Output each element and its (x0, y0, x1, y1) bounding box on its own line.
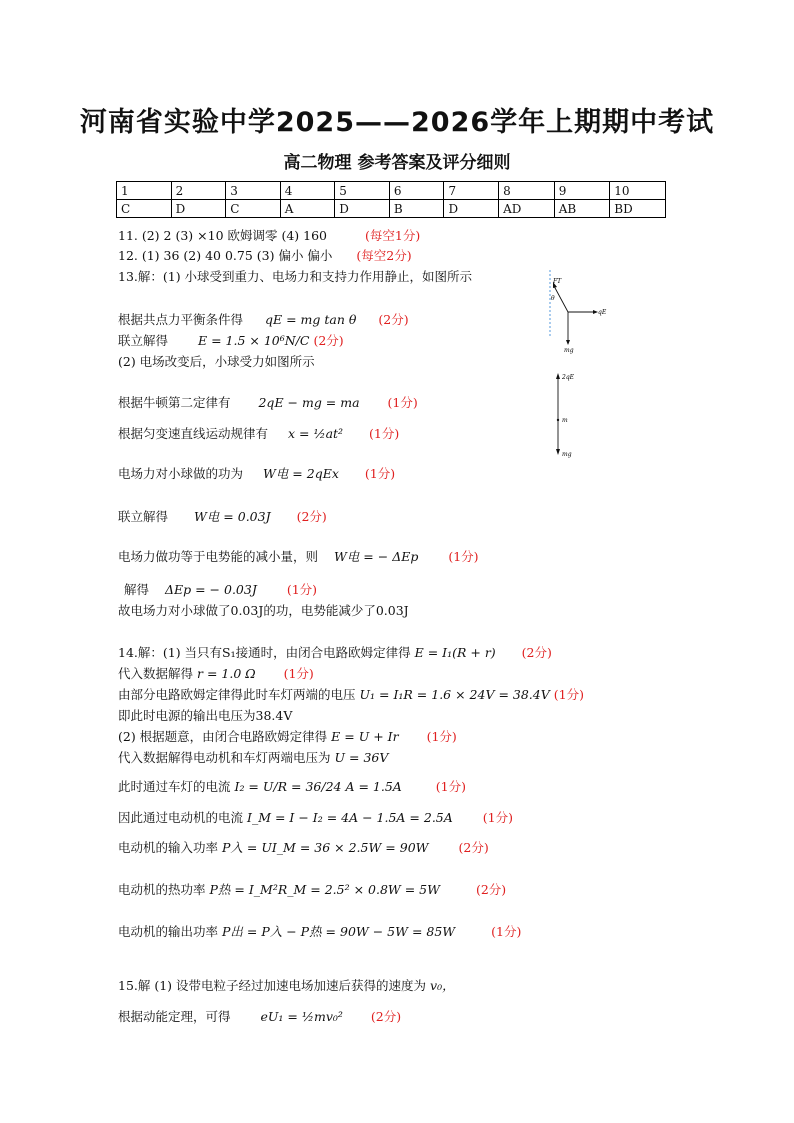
q13-l8-score: (2分) (296, 509, 327, 524)
q14-l5-text: (2) 根据题意，由闭合电路欧姆定律得 (118, 729, 328, 744)
mg-label: mg (564, 347, 574, 354)
answer-table (116, 181, 666, 218)
q13-l9-text: 电场力做功等于电势能的减小量，则 (118, 549, 319, 564)
q14-l6-eq: U = 36V (334, 750, 389, 765)
q13-l6-text: 根据匀变速直线运动规律有 (118, 426, 269, 441)
q13-l10-eq: ΔEp = − 0.03J (164, 582, 257, 597)
q14-l5-eq: E = U + Ir (331, 729, 399, 744)
q14-line-6 (118, 748, 388, 766)
m-label: m (562, 417, 568, 424)
answer-table-number-row (117, 182, 666, 200)
q14-l3-score: (1分) (553, 687, 584, 702)
q13-l2-eq: qE = mg tan θ (264, 312, 357, 327)
q13-line-3 (118, 331, 344, 349)
q13-l7-eq: W电 = 2qEx (262, 466, 339, 481)
q14-l8-text: 因此通过电动机的电流 (118, 810, 244, 825)
downward-arrowhead (556, 449, 560, 455)
q13-l7-score: (1分) (364, 466, 396, 481)
q14-line-7 (118, 777, 466, 795)
force-diagram-2 (548, 370, 598, 462)
answer-cell: B (389, 200, 444, 218)
q14-l11-eq: P出 = P入 − P热 = 90W − 5W = 85W (222, 924, 456, 939)
q13-l7-text: 电场力对小球做的功为 (118, 466, 244, 481)
q14-line-3 (118, 685, 584, 703)
q14-l9-eq: P入 = UI_M = 36 × 2.5W = 90W (222, 840, 429, 855)
q15-line-1 (118, 976, 455, 994)
question-number-cell: 3 (226, 182, 281, 200)
q13-line-2 (118, 310, 409, 328)
q14-line-4: 即此时电源的输出电压为38.4V (118, 708, 293, 723)
page-subtitle: 高二物理 参考答案及评分细则 (283, 153, 511, 173)
q13-l5-eq: 2qE − mg = ma (258, 395, 360, 410)
q14-l1-text: 14.解：(1) 当只有S₁接通时，由闭合电路欧姆定律得 (118, 645, 411, 660)
page-title: 河南省实验中学2025——2026学年上期期中考试 (79, 107, 715, 138)
question-number-cell: 5 (335, 182, 390, 200)
q14-line-9 (118, 838, 489, 856)
answer-cell: BD (610, 200, 666, 218)
gravity-arrowhead (566, 340, 570, 345)
q13-line-4: (2) 电场改变后，小球受力如图所示 (118, 354, 315, 369)
q14-l8-eq: I_M = I − I₂ = 4A − 1.5A = 2.5A (247, 810, 453, 825)
q14-l11-text: 电动机的输出功率 (118, 924, 219, 939)
answer-cell: A (280, 200, 335, 218)
q13-l5-score: (1分) (387, 395, 418, 410)
q14-l2-score: (1分) (283, 666, 314, 681)
q13-line-8 (118, 507, 327, 525)
question-number-cell: 7 (444, 182, 499, 200)
q12-line (118, 246, 412, 264)
q13-l8-eq: W电 = 0.03J (193, 509, 271, 524)
q13-l6-eq: x = ½at² (287, 426, 344, 441)
q14-l3-text: 由部分电路欧姆定律得此时车灯两端的电压 (118, 687, 356, 702)
upward-arrowhead (556, 373, 560, 379)
question-number-cell: 9 (554, 182, 610, 200)
q14-l1-eq: E = I₁(R + r) (414, 645, 496, 660)
answer-cell: C (117, 200, 172, 218)
q13-l3-eq: E = 1.5 × 10⁶N/C (197, 333, 310, 348)
q14-l11-score: (1分) (491, 924, 522, 939)
q14-l5-score: (1分) (426, 729, 457, 744)
q13-l9-eq: W电 = − ΔEp (333, 549, 419, 564)
q13-line-11: 故电场力对小球做了0.03J的功，电势能减少了0.03J (118, 603, 409, 618)
q14-l10-score: (2分) (475, 882, 507, 897)
q13-line-9 (118, 547, 479, 565)
q14-l10-text: 电动机的热功率 (118, 882, 206, 897)
theta-label: θ (551, 295, 555, 302)
answer-cell: AD (499, 200, 555, 218)
q13-l10-text: 解得 (124, 582, 150, 597)
q15-l1-text: 15.解 (1) 设带电粒子经过加速电场加速后获得的速度为 (118, 978, 427, 993)
answer-cell: D (444, 200, 499, 218)
q11-text: 11. (2) 2 (3) ×10 欧姆调零 (4) 160 (118, 228, 328, 243)
qe-label: qE (598, 309, 607, 316)
q13-line-1: 13.解：(1) 小球受到重力、电场力和支持力作用静止，如图所示 (118, 269, 473, 284)
q13-line-6 (118, 424, 399, 442)
q14-line-8 (118, 808, 513, 826)
question-number-cell: 10 (610, 182, 666, 200)
answer-cell: AB (554, 200, 610, 218)
answer-cell: D (335, 200, 390, 218)
q13-line-5 (118, 393, 418, 411)
q14-l7-eq: I₂ = U/R = 36/24 A = 1.5A (234, 779, 402, 794)
q14-line-1 (118, 643, 552, 661)
q13-l8-text: 联立解得 (118, 509, 169, 524)
tension-label: FT (553, 278, 562, 285)
q14-line-11 (118, 922, 521, 940)
q15-line-2 (118, 1007, 401, 1025)
q15-l1-eq: v₀， (430, 978, 455, 993)
q15-l2-text: 根据动能定理，可得 (118, 1009, 231, 1024)
q14-l7-score: (1分) (435, 779, 466, 794)
answer-table-answer-row (117, 200, 666, 218)
2qe-label: 2qE (562, 374, 575, 381)
question-number-cell: 1 (117, 182, 172, 200)
q14-l10-eq: P热 = I_M²R_M = 2.5² × 0.8W = 5W (209, 882, 440, 897)
q13-l5-text: 根据牛顿第二定律有 (118, 395, 231, 410)
q13-l6-score: (1分) (369, 426, 400, 441)
mass-point (557, 419, 559, 421)
question-number-cell: 6 (389, 182, 444, 200)
q14-l6-text: 代入数据解得电动机和车灯两端电压为 (118, 750, 331, 765)
q15-l2-score: (2分) (370, 1009, 402, 1024)
q14-l9-text: 电动机的输入功率 (118, 840, 219, 855)
q13-line-7 (118, 464, 395, 482)
q13-l9-score: (1分) (448, 549, 479, 564)
q14-l7-text: 此时通过车灯的电流 (118, 779, 231, 794)
q14-l9-score: (2分) (458, 840, 489, 855)
answer-cell: D (171, 200, 226, 218)
q14-line-5 (118, 727, 457, 745)
q11-line (118, 226, 420, 244)
q13-line-10 (124, 580, 317, 598)
q14-l8-score: (1分) (482, 810, 513, 825)
question-number-cell: 4 (280, 182, 335, 200)
q12-text: 12. (1) 36 (2) 40 0.75 (3) 偏小 偏小 (118, 248, 333, 263)
q13-l3-text: 联立解得 (118, 333, 169, 348)
force-diagram-1 (540, 270, 620, 356)
answer-cell: C (226, 200, 281, 218)
q14-l2-text: 代入数据解得 (118, 666, 194, 681)
q11-score: (每空1分) (364, 228, 421, 243)
q15-l2-eq: eU₁ = ½mv₀² (260, 1009, 343, 1024)
question-number-cell: 2 (171, 182, 226, 200)
q14-l3-eq: U₁ = I₁R = 1.6 × 24V = 38.4V (359, 687, 550, 702)
q13-l10-score: (1分) (286, 582, 318, 597)
q13-l2-score: (2分) (378, 312, 409, 327)
q14-line-10 (118, 880, 506, 898)
tension-arrow (554, 286, 568, 312)
mg-label-2: mg (562, 451, 572, 458)
q12-score: (每空2分) (356, 248, 412, 263)
q13-l2-text: 根据共点力平衡条件得 (118, 312, 244, 327)
q13-l3-score: (2分) (313, 333, 344, 348)
q14-l2-eq: r = 1.0 Ω (197, 666, 256, 681)
q14-line-2 (118, 664, 314, 682)
q14-l1-score: (2分) (521, 645, 552, 660)
question-number-cell: 8 (499, 182, 555, 200)
